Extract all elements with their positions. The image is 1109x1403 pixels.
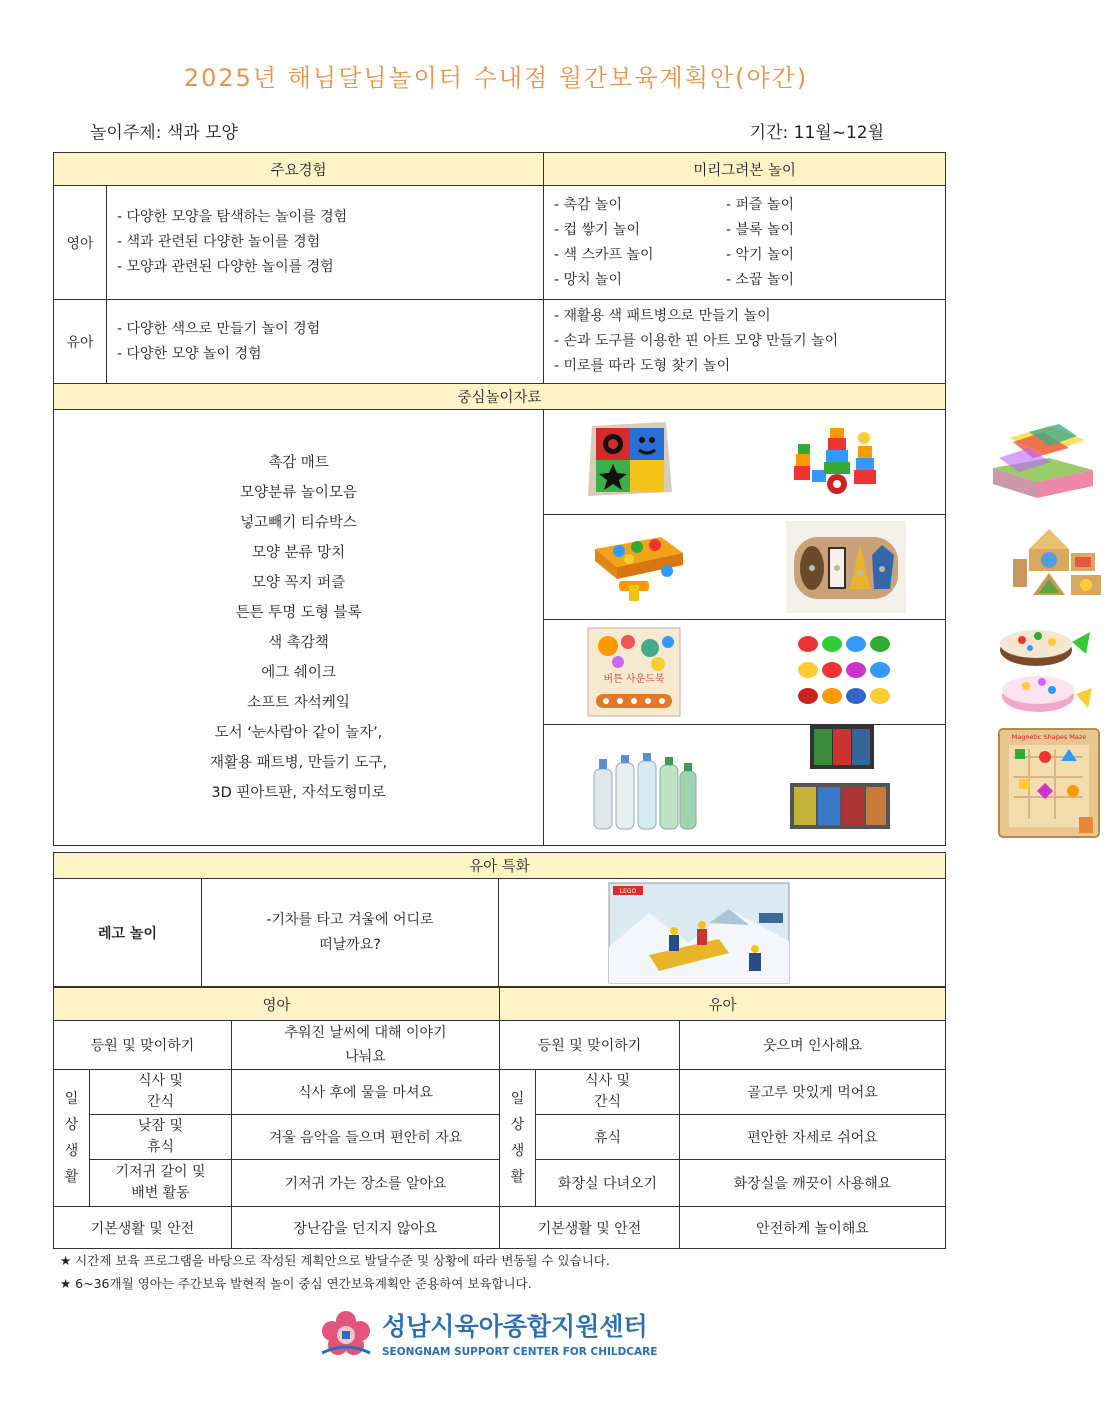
list-item: - 색과 관련된 다양한 놀이를 경험: [117, 234, 321, 250]
vert-char: 생: [64, 1143, 79, 1159]
plan-table: [53, 152, 1087, 846]
infant-experiences: [107, 186, 544, 300]
list-item: - 미로를 따라 도형 찾기 놀이: [554, 358, 731, 374]
footnote: ★ 시간제 보육 프로그램을 바탕으로 작성된 계획안으로 발달수준 및 상황에 따라 변동될 수 있습니다.: [60, 1253, 610, 1268]
toddler-greeting-label: 등원 및 맞이하기: [500, 1021, 680, 1070]
toddler-special-header: 유아 특화: [54, 853, 946, 879]
infant-daily-life-label: [54, 1070, 90, 1207]
infant-greeting: [232, 1021, 500, 1070]
list-item: 튼튼 투명 도형 블록: [235, 604, 362, 621]
toddler-experiences: [107, 300, 544, 384]
footnotes: [60, 1249, 610, 1295]
list-item: - 다양한 모양을 탐색하는 놀이를 경험: [117, 209, 348, 225]
flower-icon: [322, 1311, 370, 1355]
planned-play-header: 미리그려본 놀이: [544, 153, 946, 186]
shape-blocks-image: [1009, 523, 1109, 603]
soft-cake-image: [994, 624, 1094, 720]
scarf-box-image: [989, 418, 1099, 502]
plan-period: 기간: 11월~12월: [749, 123, 884, 143]
shapes-maze-image: [999, 729, 1103, 841]
toddler-meal: 골고루 맛있게 먹어요: [680, 1070, 946, 1115]
label-line: 배변 활동: [131, 1185, 190, 1201]
list-item: - 재활용 색 패트병으로 만들기 놀이: [554, 308, 771, 324]
list-item: 3D 핀아트판, 자석도형미로: [211, 784, 386, 801]
label-line: 식사 및: [137, 1073, 184, 1089]
infant-diaper: 기저귀 가는 장소를 알아요: [232, 1160, 500, 1207]
list-item: 넣고빼기 티슈박스: [240, 514, 357, 531]
infant-nap-label: [90, 1115, 232, 1160]
list-item: - 촉감 놀이: [554, 196, 623, 213]
daily-life-table: [53, 987, 946, 1249]
label-line: 간식: [593, 1094, 622, 1110]
list-item: 모양 분류 망치: [251, 544, 346, 561]
toddler-toilet-label: 화장실 다녀오기: [536, 1160, 680, 1207]
infant-safety: 장난감을 던지지 않아요: [232, 1207, 500, 1249]
list-item: - 악기 놀이: [726, 246, 795, 263]
toddler-greeting: 웃으며 인사해요: [680, 1021, 946, 1070]
list-item: - 손과 도구를 이용한 핀 아트 모양 만들기 놀이: [554, 333, 839, 349]
infant-nap: 겨울 음악을 들으며 편안히 자요: [232, 1115, 500, 1160]
key-experience-header: 주요경험: [54, 153, 544, 186]
vert-char: 활: [64, 1169, 79, 1185]
toddler-toilet: 화장실을 깨끗이 사용해요: [680, 1160, 946, 1207]
toddler-rest-label: 휴식: [536, 1115, 680, 1160]
vert-char: 활: [510, 1169, 525, 1185]
list-item: 모양분류 놀이모음: [240, 484, 357, 501]
vert-char: 상: [510, 1117, 525, 1133]
toddler-daily-life-label: [500, 1070, 536, 1207]
special-table: [53, 852, 946, 987]
infant-plays: [544, 186, 946, 300]
list-item: - 다양한 모양 놀이 경험: [117, 345, 262, 362]
logo-english: SEONGNAM SUPPORT CENTER FOR CHILDCARE: [382, 1346, 658, 1358]
tactile-mat-image: [584, 418, 674, 498]
toddler-safety-label: 기본생활 및 안전: [500, 1207, 680, 1249]
label-line: 간식: [146, 1094, 175, 1110]
lego-scene-image: [609, 883, 789, 983]
play-theme: 놀이주제: 색과 모양: [90, 123, 238, 143]
label-line: 휴식: [146, 1139, 175, 1155]
toddler-row-label: 유아: [54, 300, 107, 384]
list-item: 도서 ‘눈사람아 같이 놀자’,: [214, 724, 383, 741]
stacking-toys-image: [784, 418, 894, 498]
materials-image-row-2: [544, 515, 946, 620]
label-line: 기저귀 갈이 및: [115, 1164, 206, 1180]
list-item: 촉감 매트: [268, 454, 329, 471]
knob-puzzle-image: [786, 521, 906, 613]
plastic-bottles-image: [588, 751, 698, 831]
list-item: - 모양과 관련된 다양한 놀이를 경험: [117, 259, 334, 275]
lego-logo-text: LEGO: [619, 888, 637, 895]
list-item: 소프트 자석케잌: [247, 694, 350, 711]
special-play-desc: [202, 879, 499, 987]
list-item: 모양 꼭지 퍼즐: [251, 574, 346, 591]
vert-char: 상: [64, 1117, 79, 1133]
footnote: ★ 6~36개월 영아는 주간보육 발현적 놀이 중심 연간보육계획안 준용하여 보육합니다.: [60, 1276, 532, 1291]
hammer-bench-image: [589, 523, 689, 603]
materials-image-row-1: [544, 410, 946, 515]
egg-shakers-image: [794, 632, 894, 712]
list-item: - 컵 쌓기 놀이: [554, 221, 641, 238]
pin-art-image: [790, 721, 894, 839]
toddler-safety: 안전하게 놀이해요: [680, 1207, 946, 1249]
logo-korean: 성남시육아종합지원센터: [382, 1312, 648, 1341]
list-item: - 망치 놀이: [554, 271, 623, 288]
infant-daily-header: 영아: [54, 988, 500, 1021]
toddler-plays: [544, 300, 946, 384]
list-item: 재활용 패트병, 만들기 도구,: [209, 754, 388, 771]
toddler-rest: 편안한 자세로 쉬어요: [680, 1115, 946, 1160]
infant-greeting-line: 나눠요: [345, 1049, 386, 1065]
toddler-meal-label: [536, 1070, 680, 1115]
list-item: - 블록 놀이: [726, 221, 795, 238]
label-line: 식사 및: [584, 1073, 631, 1089]
toddler-daily-header: 유아: [500, 988, 946, 1021]
infant-diaper-label: [90, 1160, 232, 1207]
infant-safety-label: 기본생활 및 안전: [54, 1207, 232, 1249]
list-item: 색 촉감책: [268, 634, 329, 651]
special-desc-line: 떠날까요?: [319, 936, 381, 953]
list-item: - 소꿉 놀이: [726, 271, 795, 288]
vert-char: 일: [64, 1091, 79, 1107]
infant-meal-label: [90, 1070, 232, 1115]
infant-greeting-line: 추워진 날씨에 대해 이야기: [284, 1025, 447, 1041]
page-title: 2025년 해님달님놀이터 수내점 월간보육계획안(야간): [183, 64, 809, 92]
center-logo: [318, 1303, 678, 1363]
vert-char: 일: [510, 1091, 525, 1107]
infant-greeting-label: 등원 및 맞이하기: [54, 1021, 232, 1070]
list-item: - 색 스카프 놀이: [554, 246, 654, 263]
special-desc-line: -기차를 타고 겨울에 어디로: [266, 911, 434, 928]
infant-row-label: 영아: [54, 186, 107, 300]
materials-image-row-4: [544, 725, 1087, 846]
materials-image-row-3: [544, 620, 946, 725]
special-play-name: 레고 놀이: [54, 879, 202, 987]
core-materials-header: 중심놀이자료: [54, 384, 946, 410]
list-item: - 퍼즐 놀이: [726, 196, 795, 213]
sound-book-image: [588, 628, 680, 716]
book-title-text: 버튼 사운드북: [603, 674, 665, 685]
lego-image-cell: [499, 879, 946, 987]
vert-char: 생: [510, 1143, 525, 1159]
list-item: 에그 쉐이크: [261, 664, 336, 681]
maze-title-text: Magnetic Shapes Maze: [1011, 733, 1087, 741]
materials-list: [54, 410, 544, 846]
infant-meal: 식사 후에 물을 마셔요: [232, 1070, 500, 1115]
list-item: - 다양한 색으로 만들기 놀이 경험: [117, 320, 321, 337]
label-line: 낮잠 및: [137, 1118, 184, 1134]
